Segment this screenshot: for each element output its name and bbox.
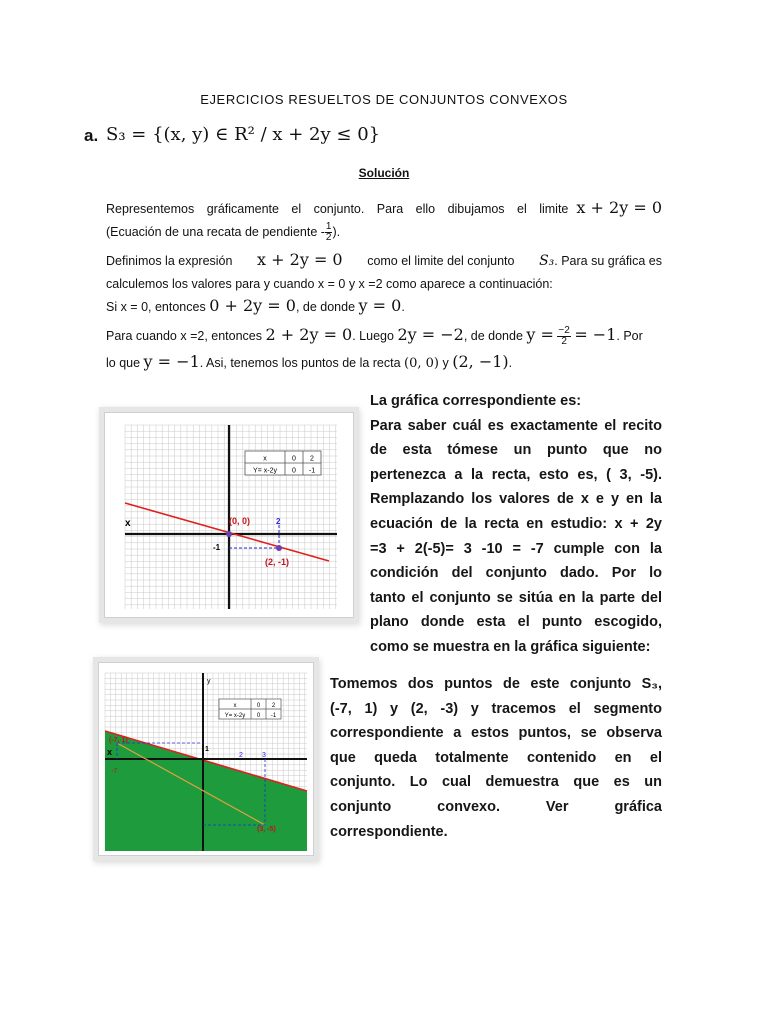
graph-1-origin-point — [226, 531, 232, 537]
g1-table-cell: x — [263, 455, 267, 463]
p1-word: limite — [539, 202, 569, 216]
p1-word: Representemos — [106, 202, 195, 216]
text-line: Remplazando los valores de x e y en la — [370, 491, 662, 508]
g1-table-cell: -1 — [308, 467, 316, 475]
p6-c: , de donde — [463, 329, 523, 343]
graph-1 — [105, 413, 353, 617]
p7-math: y = −1 — [143, 352, 200, 371]
text-line: conjunto. Lo cual demuestra que es un — [330, 774, 662, 791]
graph-2-tick-3: 3 — [262, 752, 266, 759]
g2-table-cell: 2 — [271, 703, 276, 709]
p1-words — [106, 199, 568, 219]
p6-math3-rhs: = −1 — [574, 325, 617, 344]
p3-a: Definimos la expresión — [106, 254, 233, 268]
graph-2-y-label: y — [207, 678, 211, 685]
p6-b: . Luego — [352, 329, 394, 343]
text-line: (-7, 1) y (2, -3) y tracemos el segmento — [330, 700, 662, 717]
text-line: La gráfica correspondiente es: — [370, 393, 582, 409]
g2-table-cell: Y= x-2y — [224, 713, 246, 719]
graph-1-tick-x: 2 — [276, 517, 281, 526]
p1-word: conjunto. — [313, 202, 365, 216]
text-line: =3 + 2(-5)= 3 -10 = -7 cumple con la — [370, 540, 662, 557]
graph-2-frame — [98, 662, 314, 856]
text-line: Para saber cuál es exactamente el recito — [370, 417, 662, 434]
g1-table-cell: 0 — [292, 467, 296, 475]
limit-equation: x + 2y = 0 — [576, 198, 662, 217]
text-line: plano donde esta el punto escogido, — [370, 614, 662, 631]
p3-math: x + 2y = 0 — [257, 250, 343, 269]
p6-a: Para cuando x =2, entonces — [106, 329, 263, 343]
page-title: EJERCICIOS RESUELTOS DE CONJUNTOS CONVEXOS — [200, 92, 568, 107]
text-line: conjunto convexo. Ver gráfica — [330, 798, 662, 815]
p1-word: el — [517, 202, 527, 216]
graph-2 — [99, 663, 313, 855]
paragraph-line-2 — [106, 222, 662, 243]
p5-math2: y = 0 — [358, 296, 402, 315]
graph-2-x-label: x — [107, 747, 113, 757]
p5-math1: 0 + 2y = 0 — [209, 296, 296, 315]
p6-math2: 2y = −2 — [397, 325, 464, 344]
solution-heading: Solución — [358, 166, 410, 180]
p5-c: . — [401, 300, 405, 314]
graph-2-tick-neg: -7 — [111, 768, 118, 775]
text-line: pertenezca a la recta, esto es, ( 3, -5). — [370, 466, 662, 483]
text-line: Tomemos dos puntos de este conjunto S₃, — [330, 676, 662, 692]
p7-point-2: (2, −1) — [452, 352, 509, 371]
text-line: correspondiente a estos puntos, se observa — [330, 725, 662, 742]
graph-1-tick-y: -1 — [213, 543, 221, 552]
graph-1-point-label: (2, -1) — [265, 557, 290, 567]
p7-a: lo que — [106, 356, 141, 370]
p7-d: . — [508, 356, 513, 370]
text-line: ecuación de la recta en estudio: x + 2y — [370, 515, 662, 532]
g2-table-cell: -1 — [270, 713, 277, 719]
p3-b: como el limite del conjunto — [367, 254, 515, 268]
p1-word: dibujamos — [447, 202, 505, 216]
slope-end: ). — [332, 225, 341, 239]
g2-table-cell: x — [233, 703, 237, 709]
p7-b: . Asi, tenemos los puntos de la recta — [199, 356, 401, 370]
text-line: que queda totalmente contenido en el — [330, 749, 662, 766]
g1-table-cell: 0 — [292, 455, 296, 463]
paragraph-line-7 — [106, 352, 662, 374]
p1-word: gráficamente — [206, 202, 279, 216]
exercise-label: a. — [84, 126, 99, 145]
paragraph-line-6 — [106, 325, 662, 347]
text-line: correspondiente. — [330, 823, 448, 840]
g1-table-cell: 2 — [310, 455, 314, 463]
text-line: como se muestra en la gráfica siguiente: — [370, 638, 651, 655]
g2-table-cell: 0 — [256, 713, 261, 719]
graph-1-frame — [104, 412, 354, 618]
graph-1-point — [276, 545, 282, 551]
explanation-column-2 — [330, 672, 662, 844]
p1-word: ello — [415, 202, 436, 216]
paragraph-line-5 — [106, 296, 662, 317]
p6-d: . Por — [616, 329, 643, 343]
g2-table-cell: 0 — [256, 703, 261, 709]
g1-table-cell: Y= x-2y — [253, 467, 277, 475]
p1-word: el — [291, 202, 302, 216]
paragraph-line-4: calculemos los valores para y cuando x = 0 y x =2 como aparece a continuación: — [106, 277, 553, 291]
slope-text: (Ecuación de una recata de pendiente - — [106, 225, 325, 239]
graph-2-tick-1: 1 — [205, 746, 209, 753]
p6-math1: 2 + 2y = 0 — [265, 325, 353, 344]
p6-math3-lhs: y = — [526, 325, 554, 344]
p1-word: Para — [376, 202, 404, 216]
text-line: tanto el conjunto se sitúa en la parte del — [370, 589, 662, 606]
graph-2-table — [219, 699, 281, 719]
graph-1-x-label: x — [125, 518, 131, 529]
slope-fraction: $\frac{1}{2}$ — [325, 221, 332, 244]
text-line: condición del conjunto dado. Por lo — [370, 565, 662, 582]
graph-2-tick-2: 2 — [239, 752, 243, 759]
p3-c: . Para su gráfica es — [554, 254, 662, 268]
explanation-column-1 — [370, 389, 662, 660]
p5-a: Si x = 0, entonces — [106, 300, 206, 314]
p7-c: y — [442, 356, 449, 370]
paragraph-line-1 — [106, 198, 662, 219]
paragraph-line-3 — [106, 250, 662, 271]
graph-1-table — [245, 451, 321, 475]
p7-point-1: (0, 0) — [404, 356, 439, 371]
p6-fraction: $\frac{-2}{2}$ — [558, 325, 570, 348]
text-line: de esta tómese un punto que no — [370, 442, 662, 459]
graph-2-point-b-label: (3, -5) — [257, 826, 276, 833]
p5-b: , de donde — [295, 300, 356, 314]
p3-set: S₃ — [539, 253, 555, 269]
graph-1-origin-label: (0, 0) — [229, 516, 251, 526]
graph-2-point-a-label: (-7, 1) — [109, 737, 128, 744]
exercise-set-definition: S₃ = {(x, y) ∈ R² / x + 2y ≤ 0} — [106, 124, 381, 145]
